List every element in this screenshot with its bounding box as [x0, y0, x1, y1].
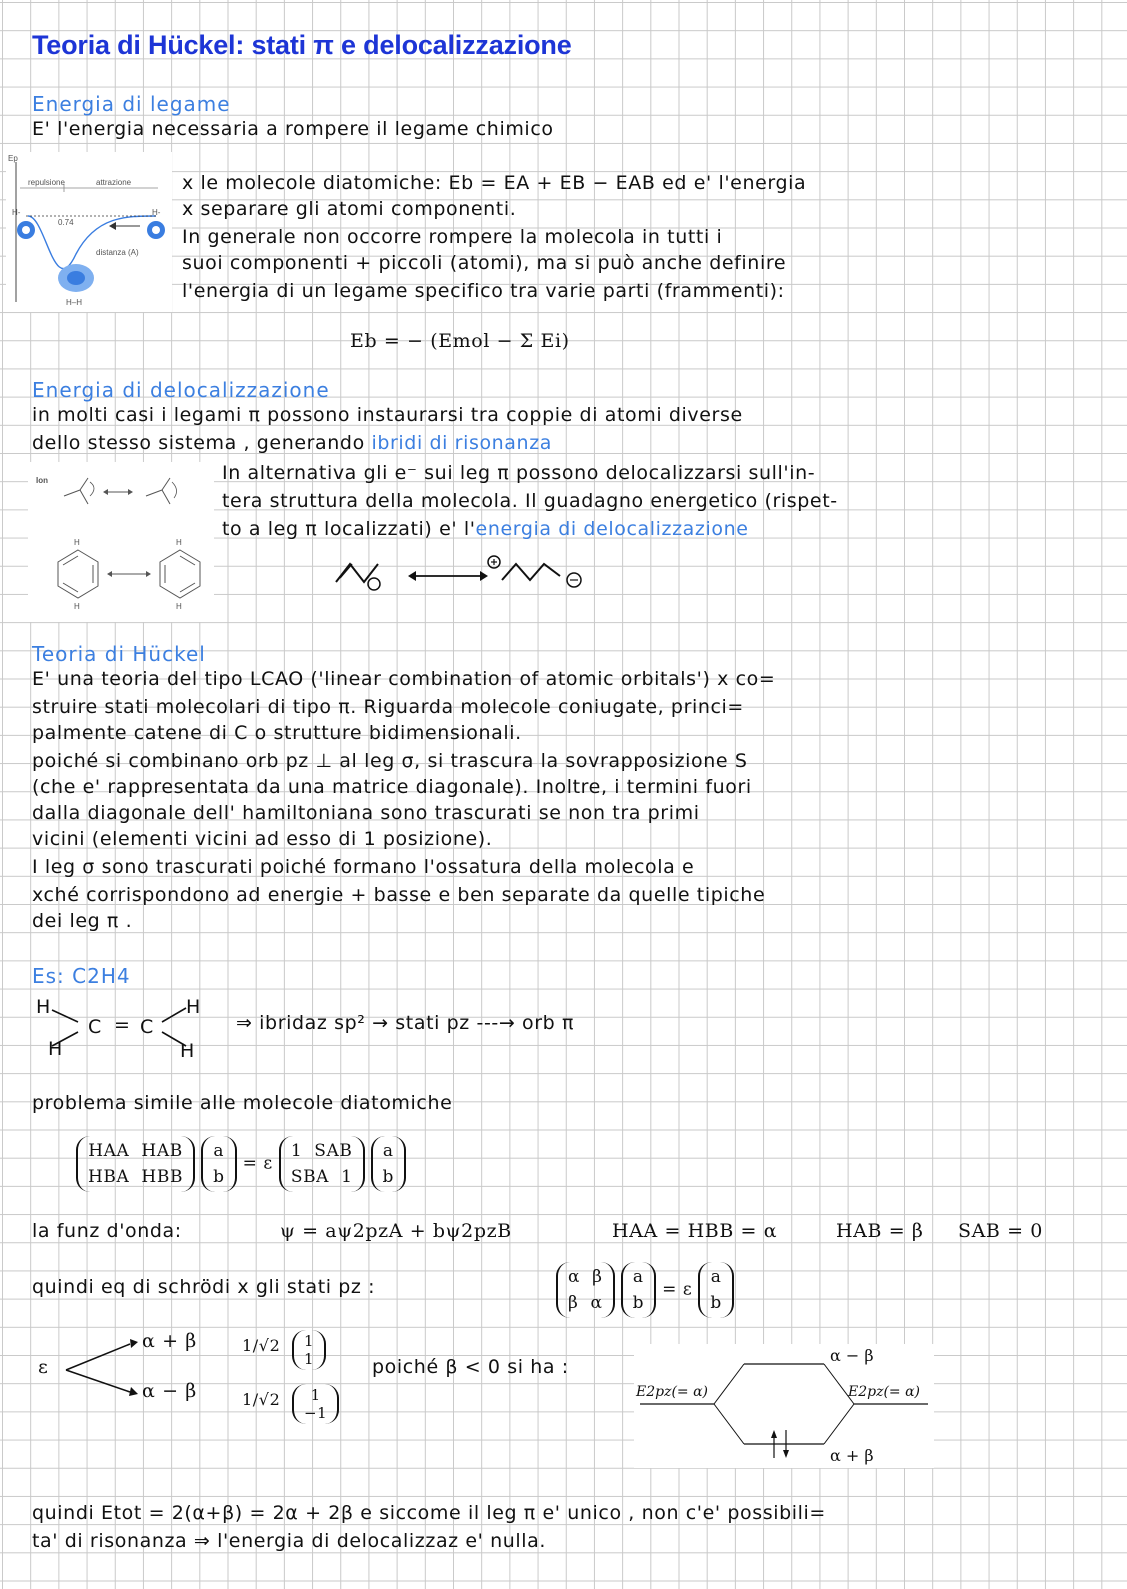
deloc-line-5 [222, 518, 749, 540]
h-bb: HBB [141, 1167, 184, 1187]
h-ba: HBA [88, 1167, 130, 1187]
heading-bond-energy: Energia di legame [32, 92, 231, 116]
allyl-resonance-sketch [330, 552, 600, 596]
coef-minus: 1/√2 [242, 1390, 281, 1409]
ethylene-h-3: H [186, 996, 201, 1018]
final-line-1: quindi Etot = 2(α+β) = 2α + 2β e siccome il leg π e' unico , non c'e' possibili= [32, 1502, 826, 1524]
label-h-1: H [74, 538, 80, 547]
wavefunction-eq: ψ = aψ2pzA + bψ2pzB [280, 1220, 512, 1242]
vp-2: 1 [304, 1350, 315, 1368]
huckel-line-1: E' una teoria del tipo LCAO ('linear combination of atomic orbitals') x co= [32, 668, 776, 690]
label-right-atom: H- [152, 208, 161, 217]
resonance-hybrids-highlight: ibridi di risonanza [371, 432, 553, 454]
deloc-line-1: in molti casi i legami π possono instaurarsi tra coppie di atomi diverse [32, 404, 743, 426]
hamiltonian-matrix [76, 1136, 195, 1192]
label-ion: Ion [36, 476, 48, 485]
mo-level-atomic-left: E2pz(= α) [636, 1384, 709, 1400]
s-aa: 1 [290, 1141, 303, 1161]
mo-energy-diagram [634, 1344, 934, 1468]
deloc-line-5-text: to a leg π localizzati) e' l' [222, 518, 476, 540]
heading-example: Es: C2H4 [32, 964, 131, 988]
bond-energy-line-1: x le molecole diatomiche: Eb = EA + EB − EAB ed e' l'energia [182, 172, 807, 194]
potential-energy-curve [6, 152, 172, 312]
huckel-line-5: (che e' rappresentata da una matrice diagonale). Inoltre, i termini fuori [32, 776, 752, 798]
m-12: β [592, 1267, 603, 1287]
huckel-vec-2 [698, 1262, 733, 1318]
equals-epsilon: = ε [242, 1153, 273, 1174]
hv-a: a [632, 1267, 644, 1287]
coef-vector-2 [371, 1136, 406, 1192]
s-bb: 1 [341, 1167, 353, 1187]
label-h-3: H [74, 602, 80, 611]
huckel-line-3: palmente catene di C o strutture bidimensionali. [32, 722, 522, 744]
bond-energy-definition: E' l'energia necessaria a rompere il legame chimico [32, 118, 554, 140]
vec-a: a [213, 1141, 225, 1161]
bond-energy-formula: Eb = − (Emol − Σ Ei) [350, 330, 570, 352]
coef-vector-1 [201, 1136, 236, 1192]
energy-plus: α + β [142, 1330, 197, 1352]
page-title: Teoria di Hückel: stati π e delocalizzazione [32, 30, 572, 60]
vp-1: 1 [304, 1332, 315, 1350]
label-h-2: H [176, 538, 182, 547]
ethylene-h-1: H [36, 996, 51, 1018]
label-left-atom: H- [12, 208, 21, 217]
huckel-line-8: I leg σ sono trascurati poiché formano l'ossatura della molecola e [32, 856, 695, 878]
vec-plus-wrap [292, 1330, 326, 1370]
huckel-line-9: xché corrispondono ad energie + basse e ben separate da quelle tipiche [32, 884, 766, 906]
bond-energy-line-2: x separare gli atomi componenti. [182, 198, 517, 220]
m-11: α [568, 1267, 581, 1287]
bond-energy-line-3: In generale non occorre rompere la molecola in tutti i [182, 226, 723, 248]
haa-equals: HAA = HBB = α [612, 1220, 778, 1242]
h-aa: HAA [88, 1141, 130, 1161]
vm-2: −1 [304, 1404, 328, 1422]
energy-solutions [30, 1330, 350, 1430]
huckel-line-6: dalla diagonale dell' hamiltoniana sono trascurati se non tra primi [32, 802, 700, 824]
epsilon-symbol: ε [38, 1356, 49, 1378]
ethylene-c-2: C [140, 1016, 154, 1038]
vec-minus-wrap [292, 1384, 339, 1424]
resonance-figure [28, 462, 214, 622]
mo-level-atomic-right: E2pz(= α) [848, 1384, 921, 1400]
hab-equals: HAB = β [836, 1220, 924, 1242]
deloc-line-3: In alternativa gli e⁻ sui leg π possono delocalizzarsi sull'in- [222, 462, 816, 484]
mo-diagram-lines [634, 1344, 934, 1468]
bond-energy-line-4: suoi componenti + piccoli (atomi), ma si può anche definire [182, 252, 787, 274]
deloc-line-2 [32, 432, 552, 454]
s-ba: SBA [290, 1167, 330, 1187]
mo-level-antibonding: α − β [830, 1346, 874, 1365]
ethylene-h-4: H [180, 1040, 195, 1062]
vec-b-2: b [382, 1167, 394, 1187]
final-line-2: ta' di risonanza ⇒ l'energia di delocalizzaz e' nulla. [32, 1530, 547, 1552]
deloc-energy-highlight: energia di delocalizzazione [475, 518, 749, 540]
axis-label-ep: Ep [8, 154, 18, 163]
ethylene-h-2: H [48, 1038, 63, 1060]
vm-1: 1 [310, 1386, 321, 1404]
coef-plus: 1/√2 [242, 1336, 281, 1355]
heading-deloc-energy: Energia di delocalizzazione [32, 378, 330, 402]
resonance-structures [28, 462, 214, 622]
huckel-line-2: struire stati molecolari di tipo π. Riguarda molecole coniugate, princi= [32, 696, 744, 718]
huckel-line-7: vicini (elementi vicini ad esso di 1 posizione). [32, 828, 493, 850]
ethylene-note: ⇒ ibridaz sp² → stati pz ---→ orb π [236, 1012, 575, 1034]
beta-negative-note: poiché β < 0 si ha : [372, 1356, 569, 1378]
m-22: α [590, 1293, 603, 1313]
huckel-line-10: dei leg π . [32, 910, 133, 932]
vec-b: b [213, 1167, 225, 1187]
deloc-line-2-text: dello stesso sistema , generando [32, 432, 365, 454]
label-distance: distanza (A) [96, 248, 139, 257]
deloc-line-4: tera struttura della molecola. Il guadagno energetico (rispet- [222, 490, 838, 512]
vec-a-2: a [382, 1141, 394, 1161]
ethylene-structure [30, 996, 220, 1060]
hv-a-2: a [710, 1267, 722, 1287]
schrodinger-label: quindi eq di schrödi x gli stati pz : [32, 1276, 376, 1298]
h-ab: HAB [141, 1141, 183, 1161]
label-repulsion: repulsione [28, 178, 65, 187]
hv-b: b [632, 1293, 645, 1313]
huckel-line-4: poiché si combinano orb pz ⊥ al leg σ, si trascura la sovrapposizione S [32, 750, 748, 772]
ethylene-c-1: C [88, 1016, 102, 1038]
energy-minus: α − β [142, 1380, 197, 1402]
label-distance-value: 0.74 [58, 218, 74, 227]
bond-energy-line-5: l'energia di un legame specifico tra varie parti (frammenti): [182, 280, 785, 302]
label-h-4: H [176, 602, 182, 611]
m-21: β [568, 1293, 579, 1313]
ethylene-double-bond: = [114, 1014, 131, 1036]
huckel-vec-1 [621, 1262, 656, 1318]
huckel-equation [556, 1262, 734, 1318]
alpha-beta-matrix [556, 1262, 615, 1318]
secular-equation [76, 1136, 406, 1192]
problem-statement: problema simile alle molecole diatomiche [32, 1092, 453, 1114]
hv-b-2: b [710, 1293, 722, 1313]
huckel-equals-epsilon: = ε [662, 1279, 693, 1300]
vec-minus [292, 1384, 339, 1424]
s-ab: SAB [314, 1141, 353, 1161]
sab-equals: SAB = 0 [958, 1220, 1043, 1242]
label-molecule: H–H [66, 298, 83, 307]
label-attraction: attrazione [96, 178, 132, 187]
potential-energy-figure [6, 152, 172, 312]
mo-level-bonding: α + β [830, 1446, 874, 1465]
vec-plus [292, 1330, 326, 1370]
heading-huckel: Teoria di Hückel [32, 642, 206, 666]
overlap-matrix [279, 1136, 365, 1192]
wavefunction-label: la funz d'onda: [32, 1220, 182, 1242]
